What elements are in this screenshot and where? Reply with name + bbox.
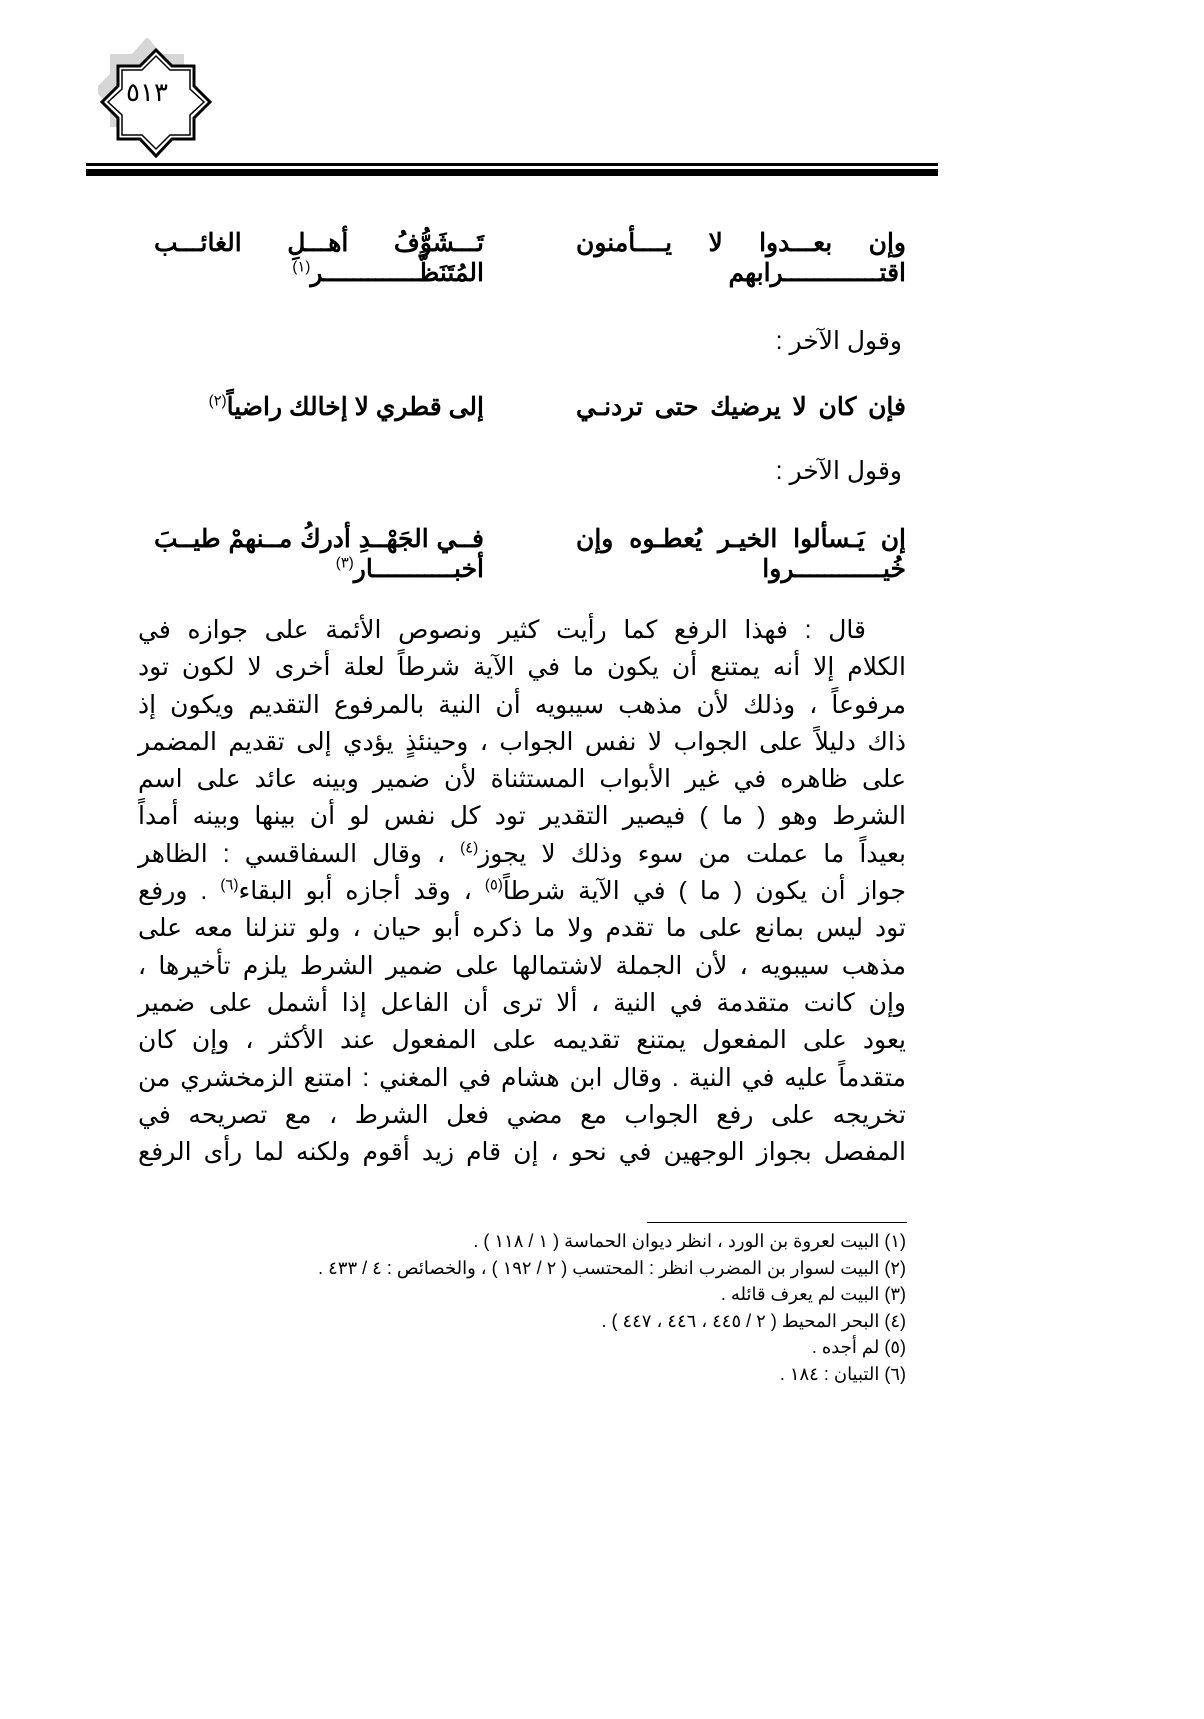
body-text: بعيداً ما عملت من سوء وذلك لا يجوز [478, 839, 906, 868]
body-paragraph [138, 612, 906, 1171]
footnote: (٣) البيت لم يعرف قائله . [720, 1284, 906, 1304]
body-text: المفصل بجواز الوجهين في نحو ، إن قام زيد أقوم ولكنه لما رأى الرفع [138, 1138, 906, 1167]
page-number: ٥١٣ [126, 78, 168, 107]
body-text: تخريجه على رفع الجواب مع مضي فعل الشرط ، مع تصريحه في [138, 1100, 906, 1129]
body-line [138, 761, 906, 798]
body-line [138, 1134, 906, 1171]
body-text: ، وقد أجازه أبو البقاء [238, 877, 485, 906]
body-line [138, 1060, 906, 1097]
verse-text: إلى قطري لا إخالك راضياً [226, 393, 484, 421]
verse-text: تَـــشَوُّفُ أهـــلِ الغائـــب المُتَنَظَّـــــــــــــر [154, 229, 484, 287]
body-line [138, 687, 906, 724]
body-line [138, 724, 906, 761]
verse-3-second-hemistich [154, 524, 484, 584]
body-line [138, 948, 906, 985]
verse-2-second-hemistich [209, 392, 484, 422]
body-text: . ورفع [138, 877, 221, 906]
body-line [138, 910, 906, 947]
header-rule-thin [86, 163, 938, 166]
footnote-ref: (٥) [484, 876, 503, 894]
body-text: مذهب سيبويه ، لأن الجملة لاشتمالها على ضمير الشرط يلزم تأخيرها ، [138, 951, 906, 980]
verse-text: فــي الجَهْــدِ أدركُ مــنهمْ طيــبَ أخبـــــــــــار [154, 525, 484, 583]
footnote: (٦) التبيان : ١٨٤ . [779, 1363, 906, 1384]
body-text: الكلام إلا أنه يمتنع أن يكون ما في الآية شرطاً لعلة أخرى لا لكون تود [138, 653, 906, 682]
body-text: جواز أن يكون ( ما ) في الآية شرطاً [502, 877, 906, 906]
footnote-ref: (١) [292, 258, 311, 276]
verse-3-first-hemistich: إن يَـسألوا الخيـر يُعطـوه وإن خُيــــــــــــروا [576, 525, 906, 583]
body-line [138, 985, 906, 1022]
footnote-ref: (٤) [460, 839, 479, 857]
verse-intro: وقول الآخر : [775, 327, 902, 355]
footnote: (٢) البيت لسوار بن المضرب انظر : المحتسب ( ٢ / ١٩٢ ) ، والخصائص : ٤ / ٤٣٣ . [318, 1257, 906, 1278]
body-line [138, 1097, 906, 1134]
body-text: على ظاهره في غير الأبواب المستثناة لأن ضمير وبينه عائد على اسم [138, 765, 906, 794]
body-text: مرفوعاً ، وذلك لأن مذهب سيبويه أن النية بالمرفوع التقديم ويكون إذ [138, 690, 906, 719]
footnotes [318, 1228, 906, 1387]
footnote-separator [647, 1222, 907, 1223]
body-text: وإن كانت متقدمة في النية ، ألا ترى أن الفاعل إذا أشمل على ضمير [138, 988, 906, 1017]
body-text: يعود على المفعول يمتنع تقديمه على المفعول عند الأكثر ، وإن كان [138, 1026, 906, 1055]
body-line [138, 612, 906, 649]
verse-1-first-hemistich: وإن بعـــدوا لا يــــأمنون اقتـــــــــــــرابهم [576, 229, 906, 287]
footnote-ref: (٢) [208, 392, 227, 410]
body-line [138, 873, 906, 910]
body-text: قال : فهذا الرفع كما رأيت كثير ونصوص الأئمة على جوازه في [138, 616, 866, 644]
body-text: الشرط وهو ( ما ) فيصير التقدير تود كل نفس لو أن بينها وبينه أمداً [138, 802, 906, 831]
header-rule-thick [86, 169, 938, 176]
verse-1-second-hemistich [154, 228, 484, 288]
body-line [138, 649, 906, 686]
footnote: (١) البيت لعروة بن الورد ، انظر ديوان الحماسة ( ١ / ١١٨ ) . [473, 1231, 906, 1251]
body-line [138, 1022, 906, 1059]
footnote-ref: (٦) [220, 876, 239, 894]
footnote-ref: (٣) [335, 554, 354, 572]
body-text: تود ليس بمانع على ما تقدم ولا ما ذكره أبو حيان ، ولو تنزلنا معه على [138, 914, 906, 943]
body-text: ، وقال السفاقسي : الظاهر [138, 839, 461, 868]
body-line [138, 798, 906, 835]
body-line [138, 836, 906, 873]
verse-intro: وقول الآخر : [775, 457, 902, 485]
body-text: ذاك دليلاً على الجواب لا نفس الجواب ، وحينئذٍ يؤدي إلى تقديم المضمر [138, 727, 906, 756]
footnote: (٥) لم أجده . [811, 1337, 906, 1357]
body-text: متقدماً عليه في النية . وقال ابن هشام في المغني : امتنع الزمخشري من [138, 1063, 906, 1092]
footnote: (٤) البحر المحيط ( ٢ / ٤٤٥ ، ٤٤٦ ، ٤٤٧ ) . [601, 1310, 906, 1331]
verse-2-first-hemistich: فإن كان لا يرضيك حتى تردنـي [576, 393, 906, 421]
